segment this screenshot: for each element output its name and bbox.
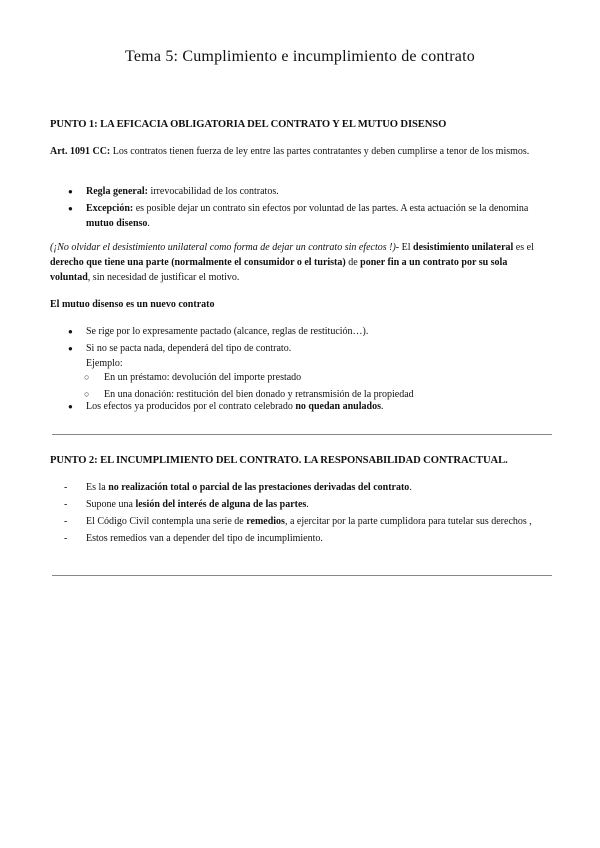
section-heading-punto-1: PUNTO 1: LA EFICACIA OBLIGATORIA DEL CONTRATO Y EL MUTUO DISENSO <box>50 119 447 130</box>
dash-marker: - <box>64 499 68 510</box>
rule-bullet-list <box>64 184 550 233</box>
bullet-tail: . <box>147 218 150 229</box>
bullet-tail: . <box>380 401 384 412</box>
item-text: Estos remedios van a depender del tipo de incumplimiento. <box>86 533 323 544</box>
item-text: Supone una <box>86 499 136 510</box>
item-text: El Código Civil contempla una serie de <box>86 516 247 527</box>
note-bold: desistimiento unilateral <box>413 242 514 253</box>
article-paragraph <box>50 144 550 159</box>
list-item <box>64 356 550 371</box>
bullet-text: Se rige por lo expresamente pactado (alcance, reglas de restitución…). <box>86 326 369 337</box>
bullet-bold-label: Excepción: <box>86 203 134 214</box>
effects-bullet-list <box>64 399 550 416</box>
page-title: Tema 5: Cumplimiento e incumplimiento de contrato <box>125 48 475 65</box>
bullet-text: Si no se pacta nada, dependerá del tipo de contrato. <box>86 343 292 354</box>
mutuo-disenso-heading: El mutuo disenso es un nuevo contrato <box>50 299 215 310</box>
bullet-text: es posible dejar un contrato sin efectos por voluntad de las partes. A esta actuación se la denomina <box>133 203 529 214</box>
item-text: Es la <box>86 482 109 493</box>
list-item <box>64 184 550 199</box>
dash-marker: - <box>64 482 68 493</box>
bullet-marker: ● <box>68 344 73 353</box>
item-bold: no realización total o parcial de las prestaciones derivadas del contrato <box>108 482 410 493</box>
note-text: , sin necesidad de justificar el motivo. <box>87 272 240 283</box>
section-divider <box>52 575 552 576</box>
note-text: de <box>345 257 361 268</box>
item-bold: remedios <box>246 516 285 527</box>
bullet-marker: ● <box>68 187 73 196</box>
bullet-marker: ● <box>68 402 73 411</box>
list-item <box>64 201 550 231</box>
list-item <box>64 480 550 495</box>
list-item <box>64 341 550 356</box>
bullet-bold-label: Regla general: <box>86 186 148 197</box>
article-label: Art. 1091 CC: <box>50 146 111 157</box>
note-bold: derecho que tiene una parte (normalmente el consumidor o el turista) <box>50 257 346 268</box>
dash-marker: - <box>64 533 68 544</box>
sub-bullet-marker: ○ <box>84 372 90 382</box>
bullet-text: irrevocabilidad de los contratos. <box>147 186 279 197</box>
desistimiento-note <box>50 240 550 285</box>
sub-bullet-marker: ○ <box>84 389 90 399</box>
bullet-marker: ● <box>68 204 73 213</box>
incumplimiento-list <box>64 480 550 548</box>
example-label: Ejemplo: <box>86 358 123 369</box>
dash-marker: - <box>64 516 68 527</box>
bullet-text: Los efectos ya producidos por el contrato celebrado <box>86 401 296 412</box>
section-heading-punto-2: PUNTO 2: EL INCUMPLIMIENTO DEL CONTRATO. LA RESPONSABILIDAD CONTRACTUAL. <box>50 455 508 466</box>
list-item <box>64 514 550 529</box>
list-item <box>64 497 550 512</box>
note-italic: (¡No olvidar el desistimiento unilateral como forma de dejar un contrato sin efectos !) <box>50 242 396 253</box>
list-item <box>64 399 550 414</box>
list-item <box>64 324 550 339</box>
bullet-bold-term: mutuo disenso <box>86 218 148 229</box>
article-text: Los contratos tienen fuerza de ley entre las partes contratantes y deben cumplirse a tenor de los mismos. <box>110 146 530 157</box>
note-text: - El <box>395 242 414 253</box>
bullet-marker: ● <box>68 327 73 336</box>
section-divider <box>52 434 552 435</box>
item-tail: , a ejercitar por la parte cumplidora para tutelar sus derechos , <box>284 516 532 527</box>
note-bold: poner fin a un contrato por su sola voluntad <box>50 257 508 283</box>
bullet-bold: no quedan anulados <box>295 401 381 412</box>
item-bold: lesión del interés de alguna de las partes <box>135 499 307 510</box>
sub-bullet-text: En una donación: restitución del bien donado y retransmisión de la propiedad <box>104 389 414 400</box>
note-text: es el <box>513 242 534 253</box>
sub-bullet-text: En un préstamo: devolución del importe prestado <box>104 372 302 383</box>
mutuo-bullet-list <box>64 324 550 372</box>
item-tail: . <box>306 499 309 510</box>
list-item <box>64 531 550 546</box>
item-tail: . <box>409 482 412 493</box>
list-item <box>64 370 550 385</box>
